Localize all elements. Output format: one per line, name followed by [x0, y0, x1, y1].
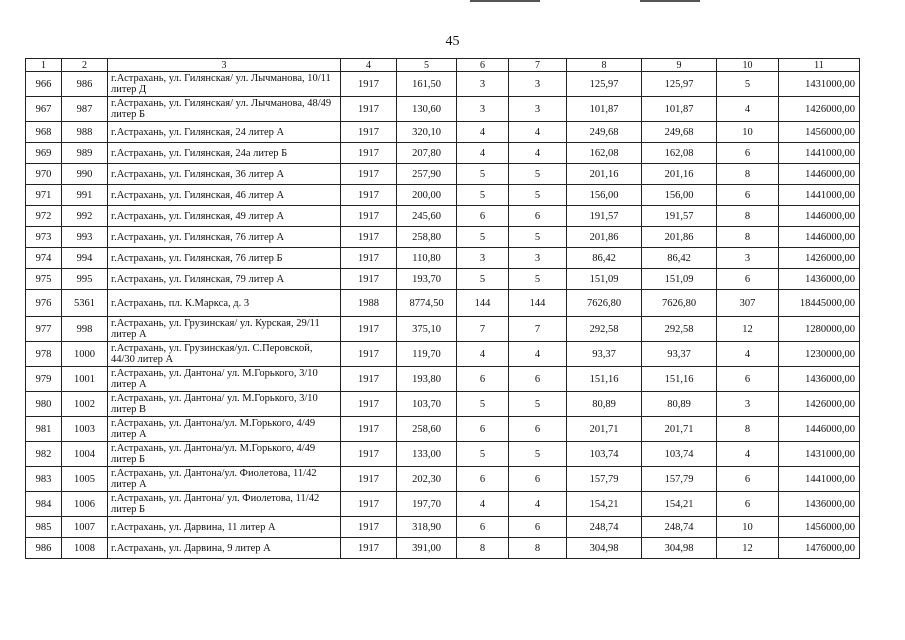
cell-residents-count: 6 [717, 269, 779, 290]
cell-row-number: 979 [26, 367, 62, 392]
cell-cost: 1426000,00 [779, 248, 860, 269]
cell-units-count: 5 [509, 442, 567, 467]
cell-apartments-count: 5 [457, 442, 509, 467]
cell-total-area: 257,90 [397, 164, 457, 185]
cell-address: г.Астрахань, ул. Дантона/ул. Фиолетова, 11/42 литер А [108, 467, 341, 492]
column-header-3: 3 [108, 59, 341, 72]
cell-units-count: 4 [509, 122, 567, 143]
cell-living-area: 154,21 [567, 492, 642, 517]
cell-cost: 1230000,00 [779, 342, 860, 367]
cell-living-area-2: 156,00 [642, 185, 717, 206]
cell-living-area-2: 101,87 [642, 97, 717, 122]
cell-units-count: 5 [509, 392, 567, 417]
cell-year-built: 1917 [341, 269, 397, 290]
cell-row-number: 967 [26, 97, 62, 122]
cell-object-id: 1007 [62, 517, 108, 538]
cell-total-area: 130,60 [397, 97, 457, 122]
cell-address: г.Астрахань, ул. Гилянская, 46 литер А [108, 185, 341, 206]
table-row [26, 492, 860, 517]
cell-living-area: 151,09 [567, 269, 642, 290]
cell-year-built: 1917 [341, 122, 397, 143]
cell-units-count: 6 [509, 206, 567, 227]
cell-residents-count: 8 [717, 417, 779, 442]
cell-cost: 1446000,00 [779, 164, 860, 185]
cell-object-id: 991 [62, 185, 108, 206]
cell-living-area: 86,42 [567, 248, 642, 269]
cell-cost: 1436000,00 [779, 367, 860, 392]
cell-living-area-2: 162,08 [642, 143, 717, 164]
cell-address: г.Астрахань, ул. Гилянская, 76 литер А [108, 227, 341, 248]
cell-object-id: 1000 [62, 342, 108, 367]
cell-row-number: 985 [26, 517, 62, 538]
cell-year-built: 1917 [341, 248, 397, 269]
cell-row-number: 982 [26, 442, 62, 467]
cell-row-number: 972 [26, 206, 62, 227]
cell-year-built: 1917 [341, 492, 397, 517]
cell-address: г.Астрахань, ул. Гилянская, 49 литер А [108, 206, 341, 227]
cell-living-area-2: 201,71 [642, 417, 717, 442]
cell-address: г.Астрахань, ул. Дарвина, 9 литер А [108, 538, 341, 559]
cell-units-count: 3 [509, 248, 567, 269]
cell-total-area: 391,00 [397, 538, 457, 559]
cell-units-count: 5 [509, 185, 567, 206]
cell-address: г.Астрахань, ул. Гилянская, 79 литер А [108, 269, 341, 290]
cell-living-area: 249,68 [567, 122, 642, 143]
top-rule-left [470, 0, 540, 2]
cell-cost: 1441000,00 [779, 185, 860, 206]
cell-residents-count: 12 [717, 538, 779, 559]
cell-living-area: 292,58 [567, 317, 642, 342]
cell-units-count: 144 [509, 290, 567, 317]
cell-year-built: 1917 [341, 417, 397, 442]
cell-apartments-count: 3 [457, 97, 509, 122]
table-row [26, 143, 860, 164]
cell-units-count: 6 [509, 467, 567, 492]
column-header-5: 5 [397, 59, 457, 72]
cell-residents-count: 3 [717, 392, 779, 417]
table-row [26, 392, 860, 417]
cell-object-id: 989 [62, 143, 108, 164]
cell-living-area-2: 80,89 [642, 392, 717, 417]
cell-living-area-2: 93,37 [642, 342, 717, 367]
header-row [26, 59, 860, 72]
cell-object-id: 987 [62, 97, 108, 122]
cell-living-area: 162,08 [567, 143, 642, 164]
cell-apartments-count: 6 [457, 417, 509, 442]
cell-living-area: 157,79 [567, 467, 642, 492]
table-row [26, 342, 860, 367]
cell-row-number: 971 [26, 185, 62, 206]
table-row [26, 164, 860, 185]
cell-residents-count: 4 [717, 442, 779, 467]
cell-year-built: 1917 [341, 342, 397, 367]
cell-units-count: 3 [509, 97, 567, 122]
cell-object-id: 993 [62, 227, 108, 248]
cell-total-area: 193,70 [397, 269, 457, 290]
cell-residents-count: 5 [717, 72, 779, 97]
cell-cost: 1446000,00 [779, 206, 860, 227]
cell-units-count: 5 [509, 269, 567, 290]
cell-living-area-2: 249,68 [642, 122, 717, 143]
cell-living-area-2: 201,86 [642, 227, 717, 248]
cell-units-count: 6 [509, 417, 567, 442]
cell-year-built: 1917 [341, 164, 397, 185]
table-row [26, 72, 860, 97]
cell-address: г.Астрахань, ул. Дантона/ ул. Фиолетова, 11/42 литер Б [108, 492, 341, 517]
cell-residents-count: 8 [717, 206, 779, 227]
table-row [26, 290, 860, 317]
cell-cost: 1441000,00 [779, 467, 860, 492]
cell-cost: 1456000,00 [779, 517, 860, 538]
cell-cost: 1446000,00 [779, 417, 860, 442]
cell-row-number: 966 [26, 72, 62, 97]
cell-living-area-2: 304,98 [642, 538, 717, 559]
cell-total-area: 202,30 [397, 467, 457, 492]
cell-total-area: 110,80 [397, 248, 457, 269]
top-rule-right [640, 0, 700, 2]
cell-residents-count: 8 [717, 164, 779, 185]
page-number: 45 [445, 34, 460, 49]
cell-living-area-2: 151,16 [642, 367, 717, 392]
cell-object-id: 1002 [62, 392, 108, 417]
table-row [26, 467, 860, 492]
cell-address: г.Астрахань, ул. Дарвина, 11 литер А [108, 517, 341, 538]
cell-total-area: 161,50 [397, 72, 457, 97]
cell-apartments-count: 4 [457, 122, 509, 143]
cell-year-built: 1917 [341, 97, 397, 122]
cell-address: г.Астрахань, ул. Гилянская, 76 литер Б [108, 248, 341, 269]
cell-cost: 1431000,00 [779, 72, 860, 97]
cell-cost: 1456000,00 [779, 122, 860, 143]
cell-total-area: 103,70 [397, 392, 457, 417]
cell-living-area-2: 86,42 [642, 248, 717, 269]
cell-living-area: 248,74 [567, 517, 642, 538]
cell-apartments-count: 3 [457, 72, 509, 97]
table-row [26, 317, 860, 342]
cell-cost: 1280000,00 [779, 317, 860, 342]
cell-living-area-2: 191,57 [642, 206, 717, 227]
table-body [26, 72, 860, 559]
table-row [26, 269, 860, 290]
cell-row-number: 969 [26, 143, 62, 164]
cell-address: г.Астрахань, ул. Дантона/ ул. М.Горького, 3/10 литер А [108, 367, 341, 392]
cell-residents-count: 6 [717, 185, 779, 206]
cell-row-number: 974 [26, 248, 62, 269]
cell-living-area: 80,89 [567, 392, 642, 417]
cell-apartments-count: 3 [457, 248, 509, 269]
cell-cost: 1446000,00 [779, 227, 860, 248]
table-row [26, 538, 860, 559]
column-header-10: 10 [717, 59, 779, 72]
cell-living-area-2: 157,79 [642, 467, 717, 492]
cell-year-built: 1917 [341, 185, 397, 206]
cell-address: г.Астрахань, ул. Грузинская/ул. С.Перовской, 44/30 литер А [108, 342, 341, 367]
table-row [26, 517, 860, 538]
cell-cost: 1436000,00 [779, 492, 860, 517]
cell-apartments-count: 6 [457, 467, 509, 492]
cell-total-area: 197,70 [397, 492, 457, 517]
cell-apartments-count: 8 [457, 538, 509, 559]
cell-living-area: 151,16 [567, 367, 642, 392]
cell-address: г.Астрахань, ул. Гилянская, 24а литер Б [108, 143, 341, 164]
cell-object-id: 1004 [62, 442, 108, 467]
cell-year-built: 1917 [341, 538, 397, 559]
cell-total-area: 258,60 [397, 417, 457, 442]
cell-year-built: 1917 [341, 317, 397, 342]
cell-total-area: 133,00 [397, 442, 457, 467]
cell-residents-count: 4 [717, 97, 779, 122]
table-row [26, 442, 860, 467]
cell-apartments-count: 4 [457, 342, 509, 367]
cell-total-area: 375,10 [397, 317, 457, 342]
cell-residents-count: 6 [717, 143, 779, 164]
cell-living-area-2: 292,58 [642, 317, 717, 342]
column-header-11: 11 [779, 59, 860, 72]
cell-residents-count: 307 [717, 290, 779, 317]
cell-row-number: 975 [26, 269, 62, 290]
table-row [26, 97, 860, 122]
cell-cost: 18445000,00 [779, 290, 860, 317]
cell-cost: 1431000,00 [779, 442, 860, 467]
cell-total-area: 207,80 [397, 143, 457, 164]
cell-units-count: 6 [509, 517, 567, 538]
cell-units-count: 4 [509, 492, 567, 517]
cell-address: г.Астрахань, ул. Гилянская, 36 литер А [108, 164, 341, 185]
cell-residents-count: 6 [717, 492, 779, 517]
cell-row-number: 970 [26, 164, 62, 185]
cell-row-number: 984 [26, 492, 62, 517]
cell-living-area: 201,86 [567, 227, 642, 248]
table-row [26, 227, 860, 248]
cell-year-built: 1917 [341, 442, 397, 467]
table-row [26, 122, 860, 143]
cell-year-built: 1988 [341, 290, 397, 317]
cell-object-id: 1001 [62, 367, 108, 392]
cell-living-area-2: 248,74 [642, 517, 717, 538]
cell-residents-count: 8 [717, 227, 779, 248]
cell-apartments-count: 7 [457, 317, 509, 342]
buildings-table [25, 58, 860, 559]
cell-living-area-2: 103,74 [642, 442, 717, 467]
cell-units-count: 4 [509, 143, 567, 164]
cell-apartments-count: 5 [457, 227, 509, 248]
cell-total-area: 318,90 [397, 517, 457, 538]
cell-row-number: 977 [26, 317, 62, 342]
cell-object-id: 1005 [62, 467, 108, 492]
cell-residents-count: 6 [717, 367, 779, 392]
cell-cost: 1426000,00 [779, 97, 860, 122]
cell-living-area: 93,37 [567, 342, 642, 367]
cell-row-number: 983 [26, 467, 62, 492]
cell-total-area: 258,80 [397, 227, 457, 248]
cell-year-built: 1917 [341, 392, 397, 417]
cell-total-area: 245,60 [397, 206, 457, 227]
cell-apartments-count: 5 [457, 185, 509, 206]
column-header-9: 9 [642, 59, 717, 72]
cell-units-count: 4 [509, 342, 567, 367]
cell-object-id: 995 [62, 269, 108, 290]
cell-row-number: 981 [26, 417, 62, 442]
cell-row-number: 973 [26, 227, 62, 248]
cell-total-area: 119,70 [397, 342, 457, 367]
cell-residents-count: 3 [717, 248, 779, 269]
cell-address: г.Астрахань, ул. Гилянская/ ул. Лычманова, 48/49 литер Б [108, 97, 341, 122]
cell-row-number: 978 [26, 342, 62, 367]
cell-residents-count: 10 [717, 517, 779, 538]
table-row [26, 367, 860, 392]
cell-living-area: 125,97 [567, 72, 642, 97]
cell-year-built: 1917 [341, 227, 397, 248]
table-row [26, 248, 860, 269]
cell-units-count: 5 [509, 164, 567, 185]
cell-object-id: 994 [62, 248, 108, 269]
cell-living-area: 201,16 [567, 164, 642, 185]
cell-year-built: 1917 [341, 367, 397, 392]
cell-apartments-count: 5 [457, 164, 509, 185]
cell-total-area: 200,00 [397, 185, 457, 206]
cell-object-id: 1003 [62, 417, 108, 442]
cell-apartments-count: 5 [457, 392, 509, 417]
cell-total-area: 193,80 [397, 367, 457, 392]
cell-row-number: 986 [26, 538, 62, 559]
cell-year-built: 1917 [341, 143, 397, 164]
cell-apartments-count: 144 [457, 290, 509, 317]
cell-living-area-2: 125,97 [642, 72, 717, 97]
cell-cost: 1476000,00 [779, 538, 860, 559]
table-row [26, 417, 860, 442]
cell-object-id: 1006 [62, 492, 108, 517]
column-header-2: 2 [62, 59, 108, 72]
cell-year-built: 1917 [341, 467, 397, 492]
cell-object-id: 986 [62, 72, 108, 97]
cell-apartments-count: 6 [457, 517, 509, 538]
cell-apartments-count: 6 [457, 367, 509, 392]
cell-cost: 1426000,00 [779, 392, 860, 417]
cell-apartments-count: 5 [457, 269, 509, 290]
cell-row-number: 980 [26, 392, 62, 417]
cell-units-count: 7 [509, 317, 567, 342]
cell-year-built: 1917 [341, 517, 397, 538]
cell-cost: 1441000,00 [779, 143, 860, 164]
cell-object-id: 1008 [62, 538, 108, 559]
cell-living-area: 156,00 [567, 185, 642, 206]
cell-object-id: 5361 [62, 290, 108, 317]
cell-residents-count: 4 [717, 342, 779, 367]
cell-year-built: 1917 [341, 72, 397, 97]
cell-apartments-count: 6 [457, 206, 509, 227]
cell-living-area-2: 154,21 [642, 492, 717, 517]
cell-object-id: 990 [62, 164, 108, 185]
cell-living-area: 191,57 [567, 206, 642, 227]
cell-address: г.Астрахань, ул. Дантона/ул. М.Горького, 4/49 литер Б [108, 442, 341, 467]
table-row [26, 185, 860, 206]
cell-object-id: 988 [62, 122, 108, 143]
cell-units-count: 5 [509, 227, 567, 248]
cell-cost: 1436000,00 [779, 269, 860, 290]
cell-residents-count: 6 [717, 467, 779, 492]
column-header-4: 4 [341, 59, 397, 72]
cell-living-area-2: 151,09 [642, 269, 717, 290]
cell-apartments-count: 4 [457, 492, 509, 517]
column-header-7: 7 [509, 59, 567, 72]
cell-living-area-2: 7626,80 [642, 290, 717, 317]
cell-living-area-2: 201,16 [642, 164, 717, 185]
cell-address: г.Астрахань, ул. Дантона/ул. М.Горького, 4/49 литер А [108, 417, 341, 442]
cell-units-count: 8 [509, 538, 567, 559]
cell-address: г.Астрахань, пл. К.Маркса, д. 3 [108, 290, 341, 317]
cell-row-number: 976 [26, 290, 62, 317]
cell-object-id: 998 [62, 317, 108, 342]
cell-living-area: 7626,80 [567, 290, 642, 317]
column-header-1: 1 [26, 59, 62, 72]
cell-address: г.Астрахань, ул. Грузинская/ ул. Курская, 29/11 литер А [108, 317, 341, 342]
cell-units-count: 3 [509, 72, 567, 97]
cell-total-area: 320,10 [397, 122, 457, 143]
cell-living-area: 101,87 [567, 97, 642, 122]
cell-living-area: 201,71 [567, 417, 642, 442]
cell-total-area: 8774,50 [397, 290, 457, 317]
cell-object-id: 992 [62, 206, 108, 227]
table-row [26, 206, 860, 227]
cell-year-built: 1917 [341, 206, 397, 227]
column-header-6: 6 [457, 59, 509, 72]
cell-units-count: 6 [509, 367, 567, 392]
cell-address: г.Астрахань, ул. Гилянская, 24 литер А [108, 122, 341, 143]
cell-living-area: 304,98 [567, 538, 642, 559]
column-header-8: 8 [567, 59, 642, 72]
cell-address: г.Астрахань, ул. Гилянская/ ул. Лычманова, 10/11 литер Д [108, 72, 341, 97]
cell-living-area: 103,74 [567, 442, 642, 467]
cell-residents-count: 12 [717, 317, 779, 342]
cell-apartments-count: 4 [457, 143, 509, 164]
cell-row-number: 968 [26, 122, 62, 143]
cell-residents-count: 10 [717, 122, 779, 143]
cell-address: г.Астрахань, ул. Дантона/ ул. М.Горького, 3/10 литер В [108, 392, 341, 417]
